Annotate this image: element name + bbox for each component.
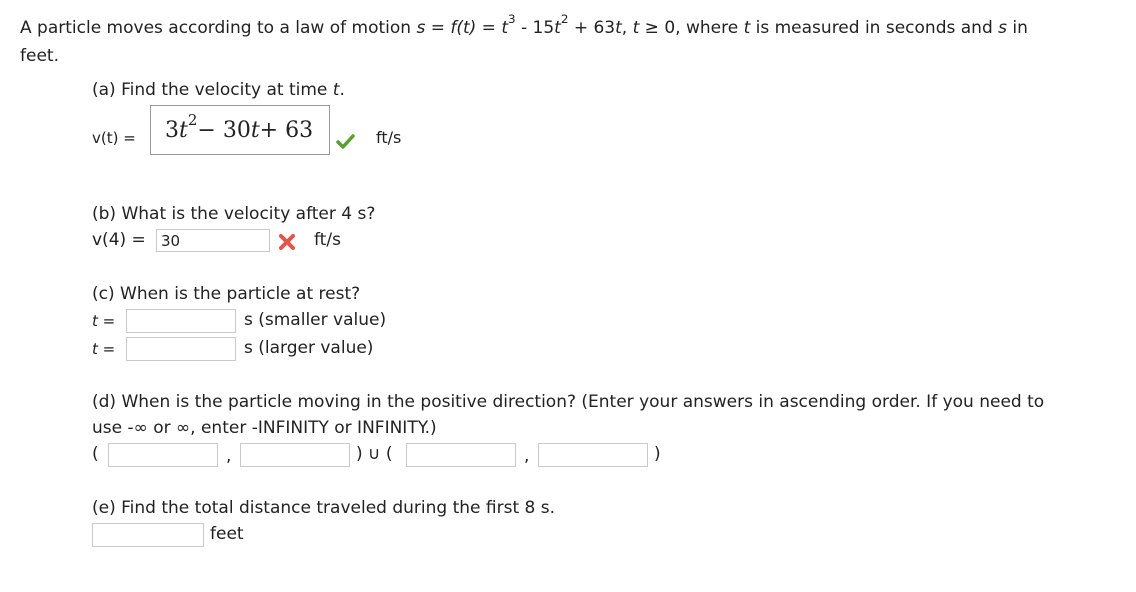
period: . bbox=[339, 80, 345, 100]
term: + 63 bbox=[568, 18, 616, 38]
exponent: 3 bbox=[508, 12, 516, 26]
equals-sign: = bbox=[126, 230, 146, 250]
problem-statement-line2: feet. bbox=[20, 46, 59, 66]
problem-text: is measured in seconds and bbox=[750, 18, 999, 38]
var-s: s bbox=[416, 18, 426, 38]
equals-sign: = bbox=[118, 129, 136, 147]
part-e-distance-input[interactable] bbox=[92, 523, 204, 547]
equals-sign: = bbox=[476, 18, 502, 38]
exponent: 2 bbox=[187, 111, 198, 129]
interval-union: ) ∪ ( bbox=[356, 444, 393, 464]
coefficient: 3 bbox=[165, 117, 179, 143]
var-t: t bbox=[501, 18, 509, 38]
term: - 15 bbox=[515, 18, 555, 38]
problem-text: A particle moves according to a law of motion bbox=[20, 18, 417, 38]
var-t: t bbox=[332, 80, 340, 100]
interval-2-start-input[interactable] bbox=[406, 443, 516, 467]
question-text: (a) Find the velocity at time bbox=[92, 80, 333, 100]
part-d-question-line2: use -∞ or ∞, enter -INFINITY or INFINITY.) bbox=[92, 418, 437, 438]
part-c-label-2 bbox=[92, 340, 115, 358]
part-c-unit-2: s (larger value) bbox=[244, 338, 374, 358]
part-b-question: (b) What is the velocity after 4 s? bbox=[92, 204, 376, 224]
exponent: 2 bbox=[560, 12, 569, 26]
interval-1-end-input[interactable] bbox=[240, 443, 350, 467]
var-t: t bbox=[615, 18, 622, 38]
part-c-question: (c) When is the particle at rest? bbox=[92, 284, 361, 304]
part-c-label-1 bbox=[92, 312, 115, 330]
part-c-unit-1: s (smaller value) bbox=[244, 310, 387, 330]
part-b-unit: ft/s bbox=[314, 230, 341, 250]
part-a-unit: ft/s bbox=[376, 128, 402, 147]
part-c-smaller-value-input[interactable] bbox=[126, 309, 236, 333]
term: − 30 bbox=[197, 117, 251, 143]
v-of-4-label: v(4) bbox=[92, 230, 127, 250]
interval-open-paren: ( bbox=[92, 444, 99, 464]
var-t: t bbox=[250, 117, 260, 143]
part-a-question bbox=[92, 80, 345, 100]
checkmark-icon bbox=[334, 131, 356, 153]
problem-text: in bbox=[1007, 18, 1028, 38]
var-t: t bbox=[92, 340, 98, 358]
part-c-larger-value-input[interactable] bbox=[126, 337, 236, 361]
equals-sign: = bbox=[97, 312, 116, 330]
equals-sign: = bbox=[97, 340, 116, 358]
problem-statement bbox=[20, 12, 1028, 38]
var-s: s bbox=[998, 18, 1007, 38]
part-e-question: (e) Find the total distance traveled during the first 8 s. bbox=[92, 498, 556, 518]
var-t: t bbox=[632, 18, 640, 38]
part-d-question-line1: (d) When is the particle moving in the positive direction? (Enter your answers in ascending order. If you need to bbox=[92, 392, 1045, 412]
equals-sign: = bbox=[425, 18, 451, 38]
part-b-velocity-input[interactable] bbox=[156, 229, 270, 252]
term: + 63 bbox=[259, 117, 314, 143]
interval-comma-2: , bbox=[524, 446, 530, 466]
condition-text: ≥ 0, where bbox=[639, 18, 744, 38]
part-e-unit: feet bbox=[210, 524, 244, 544]
comma: , bbox=[621, 18, 633, 38]
cross-icon bbox=[276, 231, 298, 253]
var-t: t bbox=[743, 18, 751, 38]
part-a-answer-field[interactable] bbox=[150, 105, 330, 155]
function-f-of-t: f(t) bbox=[450, 18, 477, 38]
part-a-label bbox=[92, 129, 136, 147]
var-t: t bbox=[554, 18, 561, 38]
var-t: t bbox=[179, 117, 188, 143]
part-b-label bbox=[92, 230, 146, 250]
interval-close-paren: ) bbox=[654, 444, 661, 464]
interval-comma-1: , bbox=[226, 446, 232, 466]
var-t: t bbox=[92, 312, 98, 330]
interval-2-end-input[interactable] bbox=[538, 443, 648, 467]
v-of-t-label: v(t) bbox=[92, 129, 119, 147]
interval-1-start-input[interactable] bbox=[108, 443, 218, 467]
